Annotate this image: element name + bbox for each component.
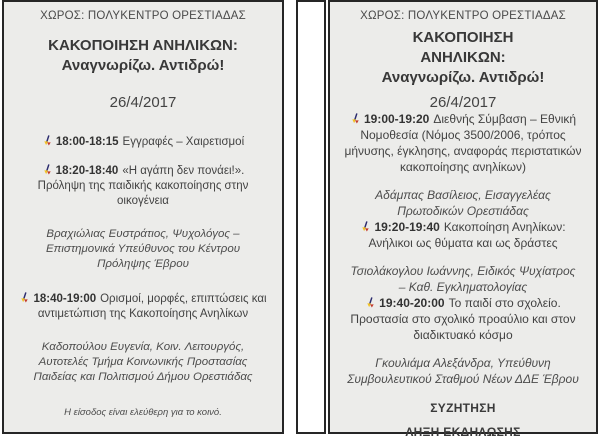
- entry-note: Η είσοδος είναι ελεύθερη για το κοινό.: [64, 407, 222, 418]
- schedule-item: [342, 111, 584, 175]
- event-title-line1: ΚΑΚΟΠΟΙΗΣΗ ΑΝΗΛΙΚΩΝ:: [48, 37, 238, 54]
- venue-label: ΧΩΡΟΣ: ΠΟΛΥΚΕΝΤΡΟ ΟΡΕΣΤΙΑΔΑΣ: [360, 10, 566, 22]
- colored-bullet-icon: [42, 164, 53, 175]
- event-title-line1: ΚΑΚΟΠΟΙΗΣΗ: [412, 29, 514, 46]
- schedule-item: [18, 164, 268, 209]
- event-title: [14, 36, 272, 76]
- item-time: 19:00-19:20: [363, 112, 430, 126]
- item-time: 18:20-18:40: [55, 165, 119, 177]
- event-date: 26/4/2017: [109, 94, 177, 111]
- closing-label: ΛΗΞΗ ΕΚΔΗΛΩΣΗΣ: [405, 425, 521, 439]
- discussion-label: ΣΥΖΗΤΗΣΗ: [430, 401, 496, 415]
- event-title-line3: Αναγνωρίζω. Αντιδρώ!: [381, 69, 545, 86]
- schedule-item: [342, 295, 584, 343]
- item-text: Ορισμοί, μορφές, επιπτώσεις και αντιμετώπιση της Κακοποίησης Ανηλίκων: [37, 293, 267, 320]
- item-text: Εγγραφές – Χαιρετισμοί: [122, 136, 245, 148]
- event-date: 26/4/2017: [429, 94, 497, 111]
- schedule-item: [18, 292, 268, 322]
- item-text: Το παιδί στο σχολείο. Προστασία στο σχολικό προαύλιο και στον διαδικτυακό κόσμο: [350, 296, 576, 342]
- event-title: [340, 28, 586, 88]
- colored-bullet-icon: [350, 112, 361, 123]
- colored-bullet-icon: [365, 296, 376, 307]
- item-text: Κακοποίηση Ανηλίκων: Ανήλικοι ως θύματα και ως δράστες: [368, 220, 566, 250]
- venue-label: ΧΩΡΟΣ: ΠΟΛΥΚΕΝΤΡΟ ΟΡΕΣΤΙΑΔΑΣ: [40, 10, 246, 22]
- item-text: «Η αγάπη δεν πονάει!». Πρόληψη της παιδικής κακοποίησης στην οικογένεια: [37, 165, 249, 207]
- item-time: 18:40-19:00: [33, 293, 97, 305]
- left-panel: [2, 0, 284, 434]
- spine-panel: [296, 0, 326, 434]
- right-panel: [328, 0, 598, 439]
- item-time: 18:00-18:15: [55, 136, 119, 148]
- colored-bullet-icon: [360, 220, 371, 231]
- speaker-credit: Τσιολάκογλου Ιωάννης, Ειδικός Ψυχίατρος – Καθ. Εγκληματολογίας: [350, 264, 576, 294]
- speaker-credit: Γκουλιάμα Αλεξάνδρα, Υπεύθυνη Συμβουλευτικού Σταθμού Νέων ΔΔΕ Έβρου: [347, 356, 579, 386]
- speaker-credit: Καδοπούλου Ευγενία, Κοιν. Λειτουργός, Αυτοτελές Τμήμα Κοινωνικής Προστασίας Παιδείας και Πολιτισμού Δήμου Ορεστιάδας: [33, 341, 253, 383]
- event-title-line2: ΑΝΗΛΙΚΩΝ:: [420, 49, 506, 66]
- event-title-line2: Αναγνωρίζω. Αντιδρώ!: [61, 57, 225, 74]
- item-time: 19:40-20:00: [379, 296, 445, 310]
- colored-bullet-icon: [42, 135, 53, 146]
- schedule-item: [342, 219, 584, 251]
- colored-bullet-icon: [19, 292, 30, 303]
- speaker-credit: Βραχιώλιας Ευστράτιος, Ψυχολόγος – Επιστημονικά Υπεύθυνος του Κέντρου Πρόληψης Έβρου: [45, 228, 241, 270]
- item-text: Διεθνής Σύμβαση – Εθνική Νομοθεσία (Νόμος 3500/2006, τρόπος μήνυσης, έγκλησης, αναφοράς περιστατικών κακοποίησης ανηλίκων): [344, 112, 582, 174]
- schedule-item: [18, 135, 268, 150]
- item-time: 19:20-19:40: [374, 220, 440, 234]
- speaker-credit: Αδάμπας Βασίλειος, Εισαγγελέας Πρωτοδικών Ορεστιάδας: [375, 188, 551, 218]
